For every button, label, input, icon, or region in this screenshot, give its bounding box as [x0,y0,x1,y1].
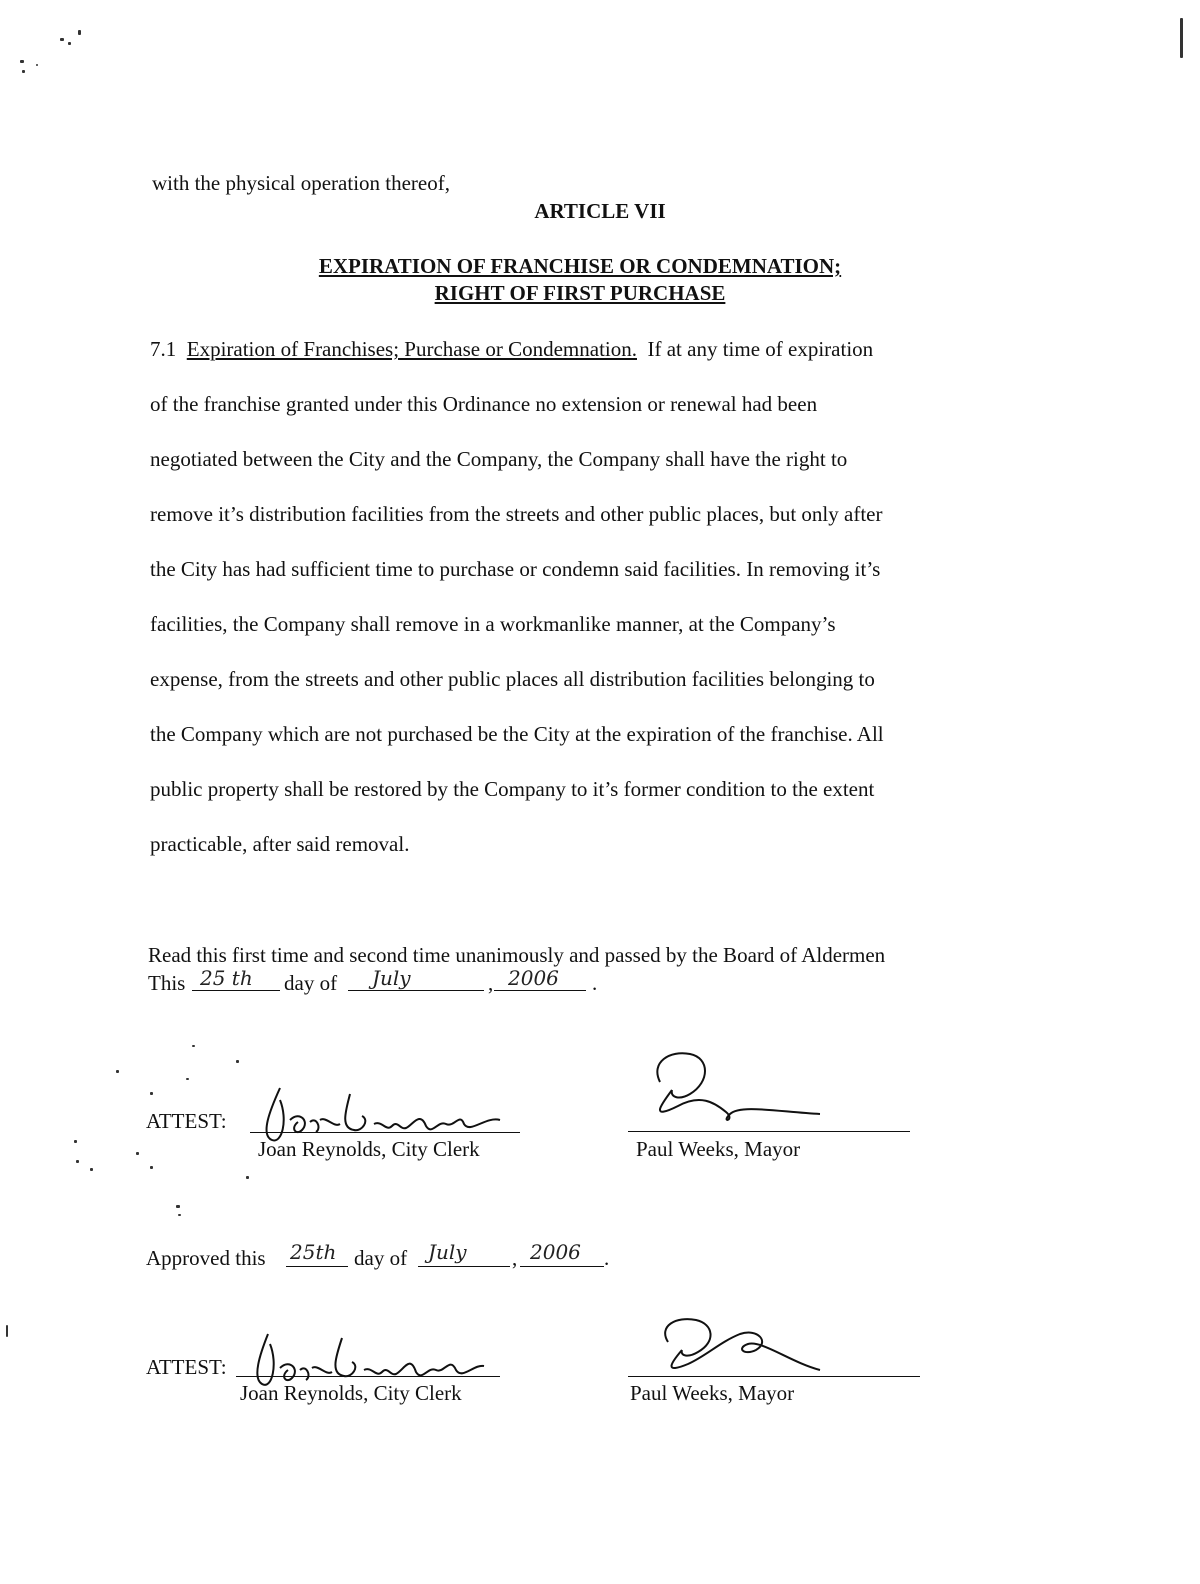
passage-month-handwritten: July [372,966,411,990]
scan-speck [20,60,24,63]
section-heading: Expiration of Franchises; Purchase or Condemnation. [186,337,637,361]
scan-speck [36,64,38,66]
body-line: the City has had sufficient time to purchase or condemn said facilities. In removing it’s [150,557,881,581]
scan-speck [74,1140,77,1143]
approval-comma: , [512,1246,518,1270]
passage-day-label: day of [284,971,338,995]
passage-year-blank [494,990,586,991]
scan-speck [178,1214,181,1216]
scan-speck [78,30,81,35]
approval-end-punct: . [604,1246,610,1270]
mayor-signature-line-2 [628,1376,920,1377]
scan-speck [76,1160,79,1163]
first-mayor-name: Paul Weeks, Mayor [636,1137,801,1161]
body-line: of the franchise granted under this Ordinance no extension or renewal had been [150,392,818,416]
approval-label: Approved this [146,1246,266,1270]
body-line: the Company which are not purchased be the City at the expiration of the franchise. All [150,722,884,746]
second-attest-label: ATTEST: [146,1355,227,1379]
first-attest-label: ATTEST: [146,1109,227,1133]
continuation-text: with the physical operation thereof, [152,171,450,195]
approval-month-handwritten: July [428,1240,467,1264]
scan-speck [246,1176,249,1179]
approval-day-blank [286,1266,348,1267]
mayor-signature-1 [630,1042,850,1132]
section-first-line [150,336,873,362]
scan-speck [68,42,71,45]
approval-day-handwritten: 25th [290,1240,337,1264]
passage-end-punct: . [592,971,598,995]
first-clerk-name: Joan Reynolds, City Clerk [258,1137,480,1161]
body-line: remove it’s distribution facilities from the streets and other public places, but only after [150,502,883,526]
body-line: practicable, after said removal. [150,832,410,856]
second-clerk-name: Joan Reynolds, City Clerk [240,1381,462,1405]
scan-speck [150,1166,153,1169]
scan-speck [22,70,25,73]
approval-month-blank [418,1266,510,1267]
passage-month-blank [348,990,484,991]
scan-edge-mark [1180,18,1183,58]
scan-speck [176,1205,180,1208]
article-title-line2: RIGHT OF FIRST PURCHASE [434,281,726,305]
body-line: public property shall be restored by the Company to it’s former condition to the extent [150,777,875,801]
passage-day-blank [192,990,280,991]
clerk-signature-line-2 [236,1376,500,1377]
clerk-signature-line-1 [250,1132,520,1133]
scan-speck [192,1045,195,1047]
body-line: If at any time of expiration [647,337,874,361]
passage-comma: , [488,971,494,995]
scan-edge-mark [6,1325,8,1337]
scan-speck [60,38,64,41]
passage-statement: Read this first time and second time unanimously and passed by the Board of Aldermen [148,943,886,967]
scan-speck [236,1060,239,1063]
section-number: 7.1 [150,337,177,361]
passage-this-label: This [148,971,186,995]
mayor-signature-2 [640,1312,840,1382]
scan-speck [90,1168,93,1171]
body-line: facilities, the Company shall remove in a workmanlike manner, at the Company’s [150,612,836,636]
article-title-line1: EXPIRATION OF FRANCHISE OR CONDEMNATION; [318,254,842,278]
approval-year-blank [520,1266,604,1267]
body-line: expense, from the streets and other public places all distribution facilities belonging to [150,667,875,691]
scan-speck [186,1078,189,1080]
passage-year-handwritten: 2006 [508,966,559,990]
approval-year-handwritten: 2006 [530,1240,581,1264]
body-line: negotiated between the City and the Company, the Company shall have the right to [150,447,848,471]
scan-speck [150,1092,153,1095]
approval-day-label: day of [354,1246,408,1270]
passage-day-handwritten: 25 th [200,966,253,990]
second-mayor-name: Paul Weeks, Mayor [630,1381,795,1405]
scan-speck [116,1070,119,1073]
article-heading: ARTICLE VII [534,199,666,223]
mayor-signature-line-1 [628,1131,910,1132]
scan-speck [136,1152,139,1155]
